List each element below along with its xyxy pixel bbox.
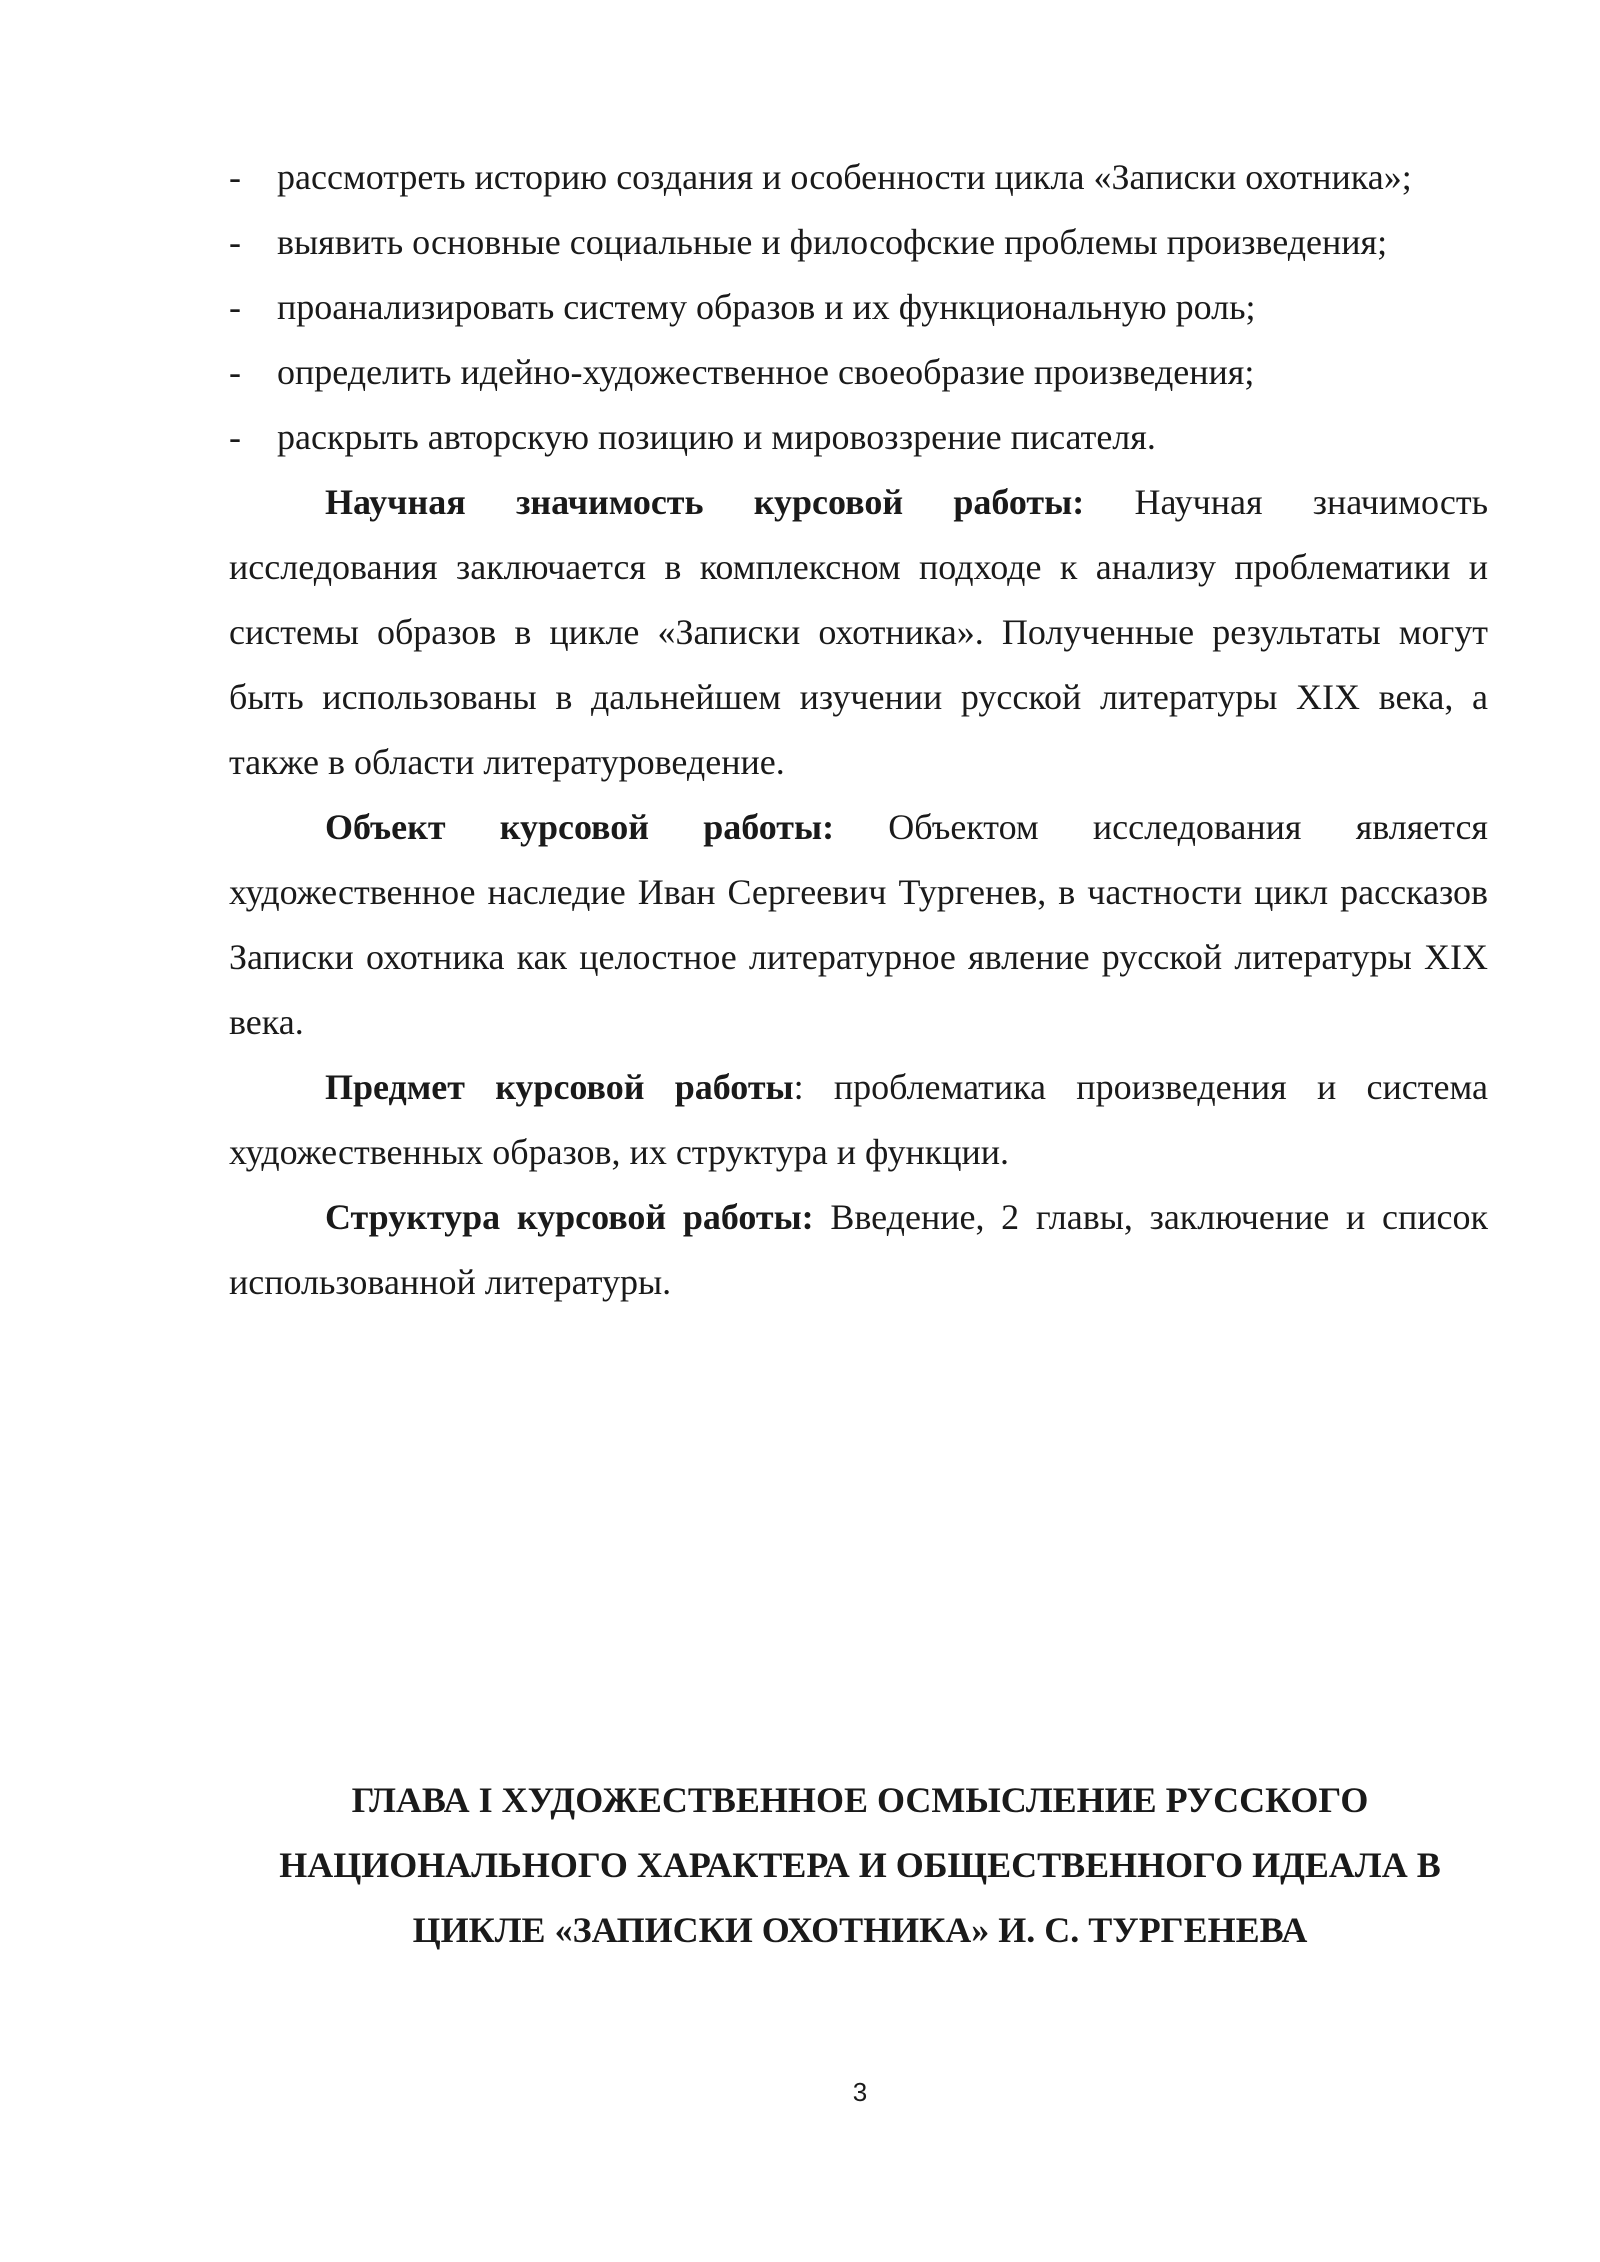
bullet-dash: - [229,157,241,197]
bullet-dash: - [229,417,241,457]
page-body [229,145,1488,1315]
list-item [229,340,1488,405]
list-item-text: рассмотреть историю создания и особенности цикла «Записки охотника»; [277,157,1412,197]
paragraph-text: Введение, 2 главы, заключение и список использованной литературы. [229,1197,1488,1302]
list-item [229,145,1488,210]
paragraph-text: : проблематика произведения и система художественных образов, их структура и функции. [229,1067,1489,1172]
bullet-dash: - [229,222,241,262]
paragraph-label: Научная значимость курсовой работы: [325,482,1085,522]
paragraph-label: Предмет курсовой работы [325,1067,794,1107]
chapter-heading-line: ГЛАВА I ХУДОЖЕСТВЕННОЕ ОСМЫСЛЕНИЕ РУССКОГО [351,1780,1369,1820]
bullet-dash: - [229,352,241,392]
paragraph-text: Научная значимость исследования заключается в комплексном подходе к анализу проблематики и системы образов в цикле «Записки охотника». Полученные результаты могут быть использованы в дальнейшем изучении русской литературы XIX века, а также в области литературоведение. [229,482,1488,782]
paragraph-subject [229,1055,1488,1185]
paragraph-text: Объектом исследования является художественное наследие Иван Сергеевич Тургенев, в частности цикл рассказов Записки охотника как целостное литературное явление русской литературы XIX века. [229,807,1488,1042]
list-item [229,210,1488,275]
list-item [229,405,1488,470]
paragraph-label: Объект курсовой работы: [325,807,835,847]
paragraph-label: Структура курсовой работы: [325,1197,814,1237]
paragraph-structure [229,1185,1488,1315]
paragraph-scientific-significance [229,470,1488,795]
list-item-text: раскрыть авторскую позицию и мировоззрение писателя. [277,417,1156,457]
list-item-text: выявить основные социальные и философские проблемы произведения; [277,222,1388,262]
page-number: 3 [852,2077,868,2107]
task-list [229,145,1488,470]
list-item-text: определить идейно-художественное своеобразие произведения; [277,352,1255,392]
chapter-heading [160,1768,1560,1963]
chapter-heading-line: ЦИКЛЕ «ЗАПИСКИ ОХОТНИКА» И. С. ТУРГЕНЕВА [412,1910,1308,1950]
list-item [229,275,1488,340]
bullet-dash: - [229,287,241,327]
chapter-heading-line: НАЦИОНАЛЬНОГО ХАРАКТЕРА И ОБЩЕСТВЕННОГО ИДЕАЛА В [279,1845,1441,1885]
list-item-text: проанализировать систему образов и их функциональную роль; [277,287,1256,327]
paragraph-object [229,795,1488,1055]
